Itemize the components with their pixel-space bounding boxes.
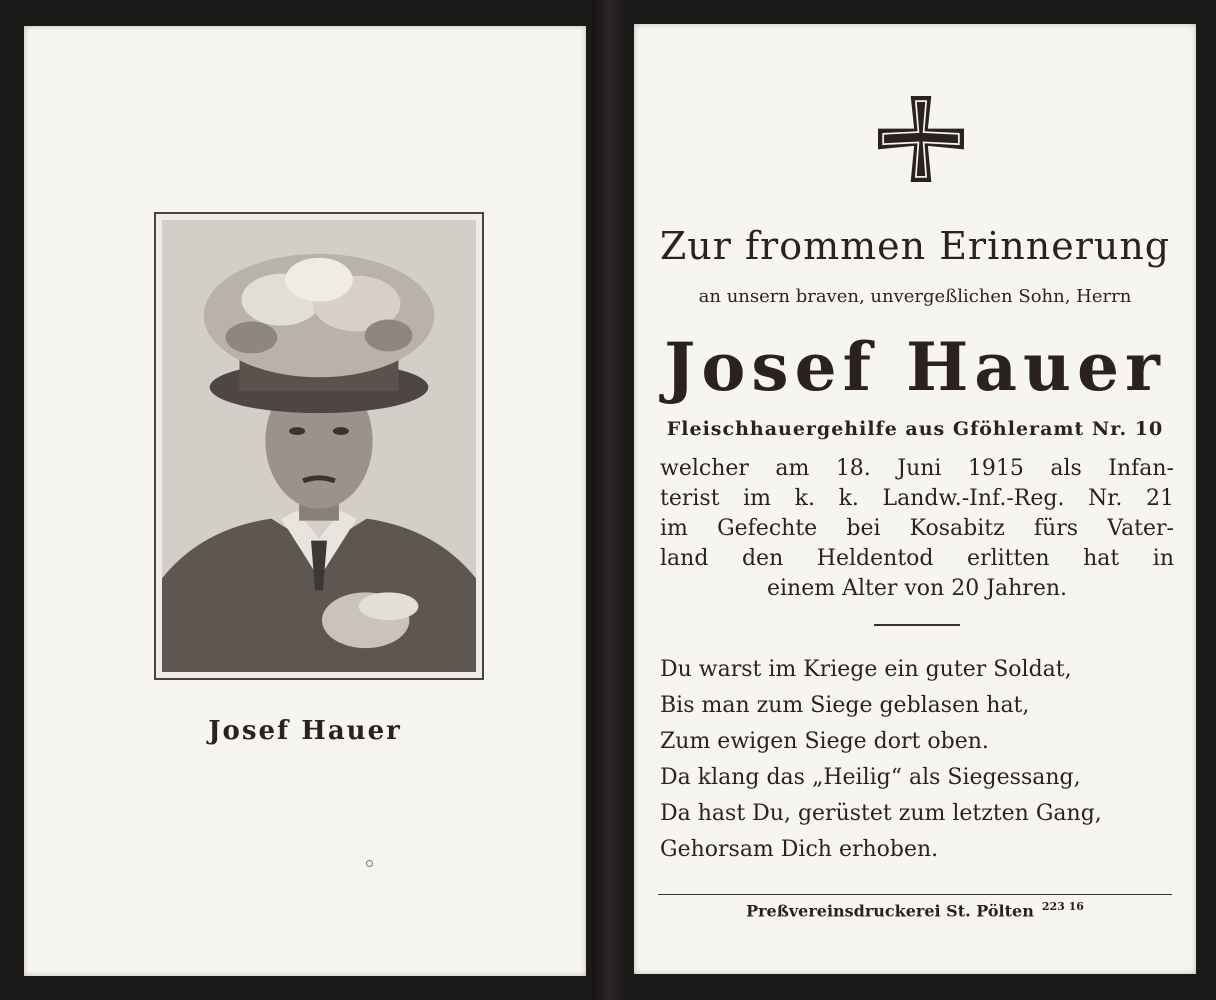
footer-rule — [658, 894, 1172, 895]
card-fold — [592, 0, 628, 1000]
memorial-poem — [660, 652, 1180, 868]
divider — [874, 624, 960, 626]
left-panel — [24, 26, 586, 976]
card-title: Zur frommen Erinnerung — [659, 224, 1171, 268]
portrait-photo — [162, 220, 476, 672]
card-subtitle: an unsern braven, unvergeßlichen Sohn, Herrn — [698, 286, 1132, 307]
body-line: welcher am 18. Juni 1915 als Infan- — [660, 456, 1174, 481]
poem-line: Da klang das „Heilig“ als Siegessang, — [660, 765, 1081, 790]
poem-line: Gehorsam Dich erhoben. — [660, 837, 939, 862]
iron-cross-icon — [878, 96, 964, 182]
body-line: terist im k. k. Landw.-Inf.-Reg. Nr. 21 — [660, 486, 1174, 511]
decorative-dot — [366, 860, 373, 867]
biography-text — [660, 454, 1174, 604]
right-panel — [634, 24, 1196, 974]
poem-line: Bis man zum Siege geblasen hat, — [660, 693, 1030, 718]
printer-name: Preßvereinsdruckerei St. Pölten — [746, 901, 1034, 921]
poem-line: Da hast Du, gerüstet zum letzten Gang, — [660, 801, 1102, 826]
printer-imprint — [634, 900, 1196, 920]
deceased-name: Josef Hauer — [664, 328, 1166, 406]
body-line: im Gefechte bei Kosabitz fürs Vater- — [660, 516, 1174, 541]
printer-code: 223 16 — [1041, 900, 1084, 913]
photo-frame — [154, 212, 484, 680]
photo-caption: Josef Hauer — [208, 716, 402, 746]
body-line: land den Heldentod erlitten hat in — [660, 546, 1174, 571]
poem-line: Du warst im Kriege ein guter Soldat, — [660, 657, 1072, 682]
occupation-line: Fleischhauergehilfe aus Gföhleramt Nr. 10 — [666, 418, 1164, 440]
portrait-illustration — [162, 220, 476, 672]
poem-line: Zum ewigen Siege dort oben. — [660, 729, 989, 754]
body-line: einem Alter von 20 Jahren. — [766, 576, 1068, 601]
